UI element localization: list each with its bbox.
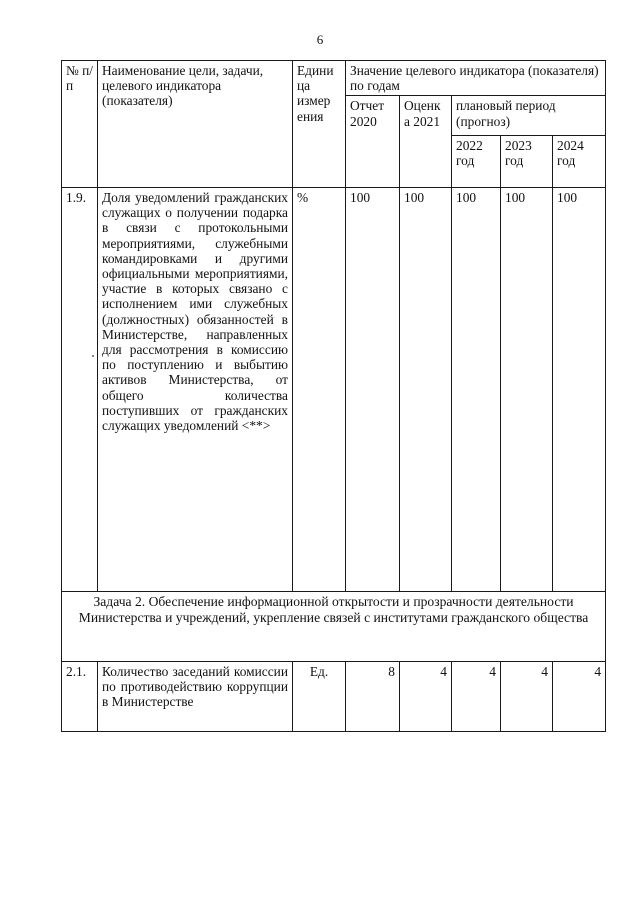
header-values-group: Значение целевого индикатора (показателя) по годам <box>346 61 606 96</box>
header-name: Наименование цели, задачи, целевого индикатора (показателя) <box>98 61 293 188</box>
header-planned-group: плановый период (прогноз) <box>452 96 606 136</box>
header-estimate-2021: Оценк а 2021 <box>400 96 452 188</box>
row-2-1-num: 2.1. <box>62 662 98 732</box>
table-row-2-1 <box>62 662 606 732</box>
header-2024: 2024 год <box>553 136 606 188</box>
header-2023: 2023 год <box>501 136 553 188</box>
row-2-1-plan-2022: 4 <box>452 662 501 732</box>
row-1-9-num: 1.9. <box>62 188 98 592</box>
row-2-1-plan-2023: 4 <box>501 662 553 732</box>
row-2-1-plan-2024: 4 <box>553 662 606 732</box>
row-2-1-estimate-2021: 4 <box>400 662 452 732</box>
row-2-1-unit: Ед. <box>293 662 346 732</box>
header-row-1 <box>62 61 606 96</box>
row-1-9-plan-2024: 100 <box>553 188 606 592</box>
page-number: 6 <box>316 32 324 47</box>
row-1-9-plan-2022: 100 <box>452 188 501 592</box>
row-1-9-name: Доля уведомлений гражданских служащих о получении подарка в связи с протокольными мероприятиями, служебными командировками и другими официальными мероприятиями, участие в которых связано с исполнением ими служебных (должностных) обязанностей в Министерстве, направленных для рассмотрения в комиссию по поступлению и выбытию активов Министерства, от общего количества поступивших от гражданских служащих уведомлений <**> <box>98 188 293 592</box>
header-report-2020: Отчет 2020 <box>346 96 400 188</box>
row-1-9-report-2020: 100 <box>346 188 400 592</box>
row-1-9-plan-2023: 100 <box>501 188 553 592</box>
scan-speck <box>92 355 94 357</box>
header-num: № п/п <box>62 61 98 188</box>
task-2-row <box>62 592 606 662</box>
row-2-1-report-2020: 8 <box>346 662 400 732</box>
header-2022: 2022 год <box>452 136 501 188</box>
table-row-1-9 <box>62 188 606 592</box>
row-1-9-unit: % <box>293 188 346 592</box>
row-1-9-estimate-2021: 100 <box>400 188 452 592</box>
indicator-table <box>61 60 606 732</box>
task-2-title: Задача 2. Обеспечение информационной открытости и прозрачности деятельности Министерства и учреждений, укрепление связей с институтами гражданского общества <box>62 592 606 662</box>
header-unit: Едини ца измер ения <box>293 61 346 188</box>
row-2-1-name: Количество заседаний комиссии по противодействию коррупции в Министерстве <box>98 662 293 732</box>
